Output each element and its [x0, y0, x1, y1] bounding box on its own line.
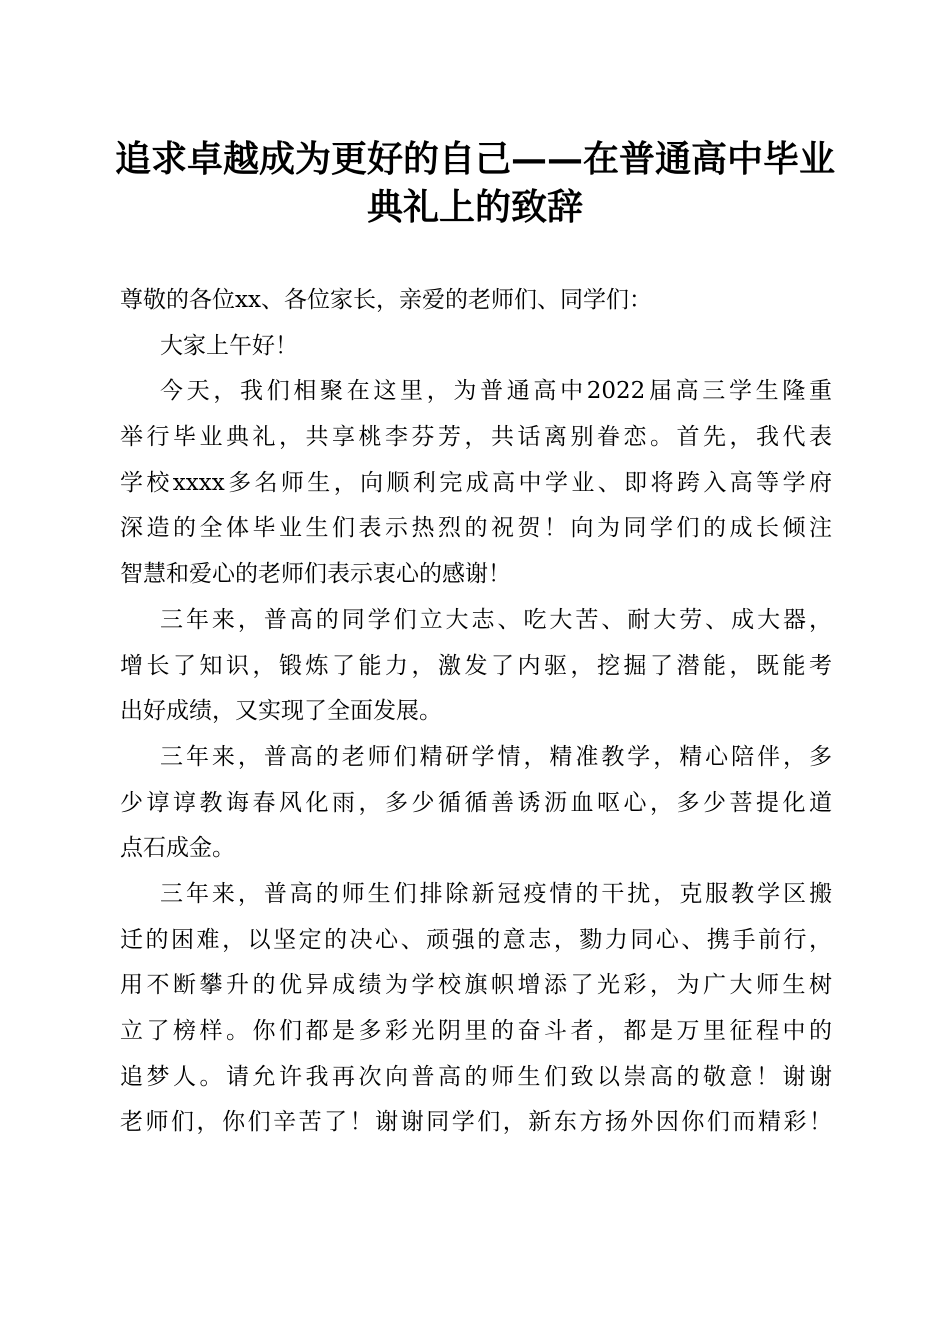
salutation: 尊敬的各位xx、各位家长，亲爱的老师们、同学们：	[120, 287, 652, 313]
paragraph-2	[120, 598, 832, 735]
paragraph-line: 出好成绩，又实现了全面发展。	[120, 698, 442, 725]
greeting: 大家上午好！	[160, 332, 298, 359]
document-body	[120, 278, 832, 1146]
paragraph-3	[120, 735, 832, 872]
paragraph-line: 迁的困难，以坚定的决心、顽强的意志，勠力同心、携手前行，	[120, 926, 832, 953]
paragraph-line: 深造的全体毕业生们表示热烈的祝贺！向为同学们的成长倾注	[120, 515, 832, 542]
paragraph-line: 少谆谆教诲春风化雨，多少循循善诱沥血呕心，多少菩提化道	[120, 789, 832, 816]
paragraph-line: 点石成金。	[120, 835, 235, 862]
paragraph-line: 三年来，普高的师生们排除新冠疫情的干扰，克服教学区搬	[160, 880, 832, 907]
document-title-line-2: 典礼上的致辞	[366, 186, 583, 228]
paragraph-line: 用不断攀升的优异成绩为学校旗帜增添了光彩，为广大师生树	[120, 972, 832, 999]
paragraph-line: 三年来，普高的同学们立大志、吃大苦、耐大劳、成大器，	[160, 606, 832, 633]
paragraph-line: 举行毕业典礼，共享桃李芬芳，共话离别眷恋。首先，我代表	[120, 424, 832, 451]
paragraph-line: 三年来，普高的老师们精研学情，精准教学，精心陪伴，多	[160, 743, 832, 770]
paragraph-line: 老师们，你们辛苦了！谢谢同学们，新东方扬外因你们而精彩！	[120, 1109, 832, 1136]
paragraph-line: 今天，我们相聚在这里，为普通高中2022届高三学生隆重	[160, 378, 832, 405]
paragraph-1	[120, 369, 832, 597]
paragraph-line: 立了榜样。你们都是多彩光阴里的奋斗者，都是万里征程中的	[120, 1018, 832, 1044]
paragraph-4	[120, 872, 832, 1146]
paragraph-line: 学校xxxx多名师生，向顺利完成高中学业、即将跨入高等学府	[120, 469, 832, 496]
paragraph-line: 智慧和爱心的老师们表示衷心的感谢！	[120, 561, 511, 588]
paragraph-line: 增长了知识，锻炼了能力，激发了内驱，挖掘了潜能，既能考	[120, 652, 832, 679]
paragraph-line: 追梦人。请允许我再次向普高的师生们致以崇高的敬意！谢谢	[120, 1063, 832, 1090]
document-title-line-1: 追求卓越成为更好的自己——在普通高中毕业	[114, 138, 835, 180]
